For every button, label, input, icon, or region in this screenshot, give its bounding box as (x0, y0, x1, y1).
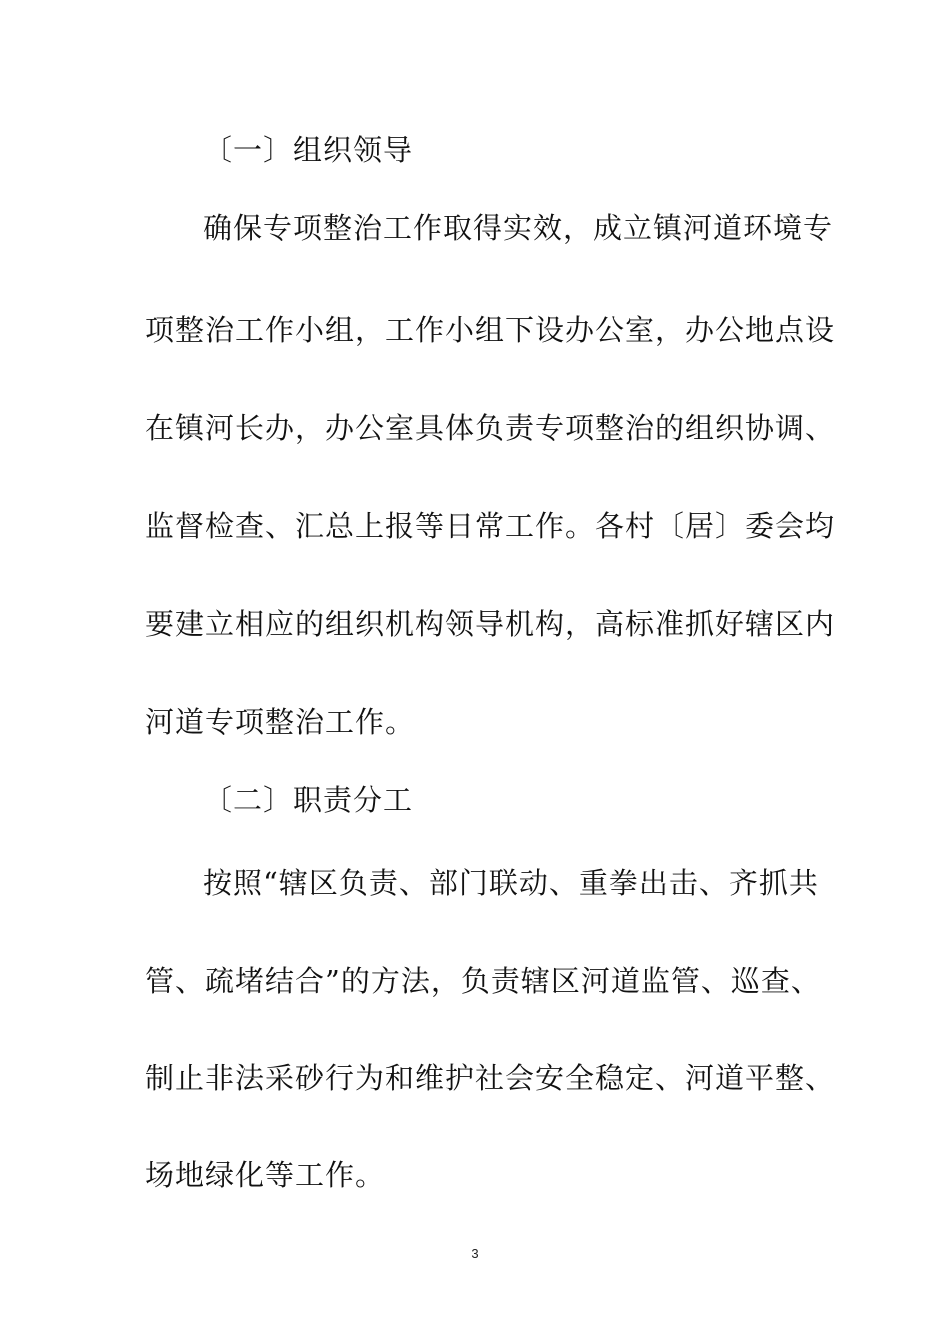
section-heading-organization: 〔一〕组织领导 (203, 133, 414, 167)
paragraph-line: 制止非法采砂行为和维护社会安全稳定、河道平整、 (145, 1061, 836, 1095)
section-heading-responsibilities: 〔二〕职责分工 (203, 783, 414, 817)
paragraph-line: 在镇河长办，办公室具体负责专项整治的组织协调、 (145, 411, 836, 445)
paragraph-line: 管、疏堵结合”的方法，负责辖区河道监管、巡查、 (145, 964, 821, 998)
paragraph-line: 按照“辖区负责、部门联动、重拳出击、齐抓共 (203, 866, 819, 900)
paragraph-line: 要建立相应的组织机构领导机构，高标准抓好辖区内 (145, 607, 836, 641)
paragraph-line: 场地绿化等工作。 (145, 1158, 386, 1192)
paragraph-line: 河道专项整治工作。 (145, 705, 416, 739)
paragraph-line: 监督检查、汇总上报等日常工作。各村〔居〕委会均 (145, 509, 836, 543)
page-number: 3 (471, 1246, 479, 1261)
paragraph-line: 项整治工作小组，工作小组下设办公室，办公地点设 (145, 313, 836, 347)
paragraph-line: 确保专项整治工作取得实效，成立镇河道环境专 (203, 211, 834, 245)
